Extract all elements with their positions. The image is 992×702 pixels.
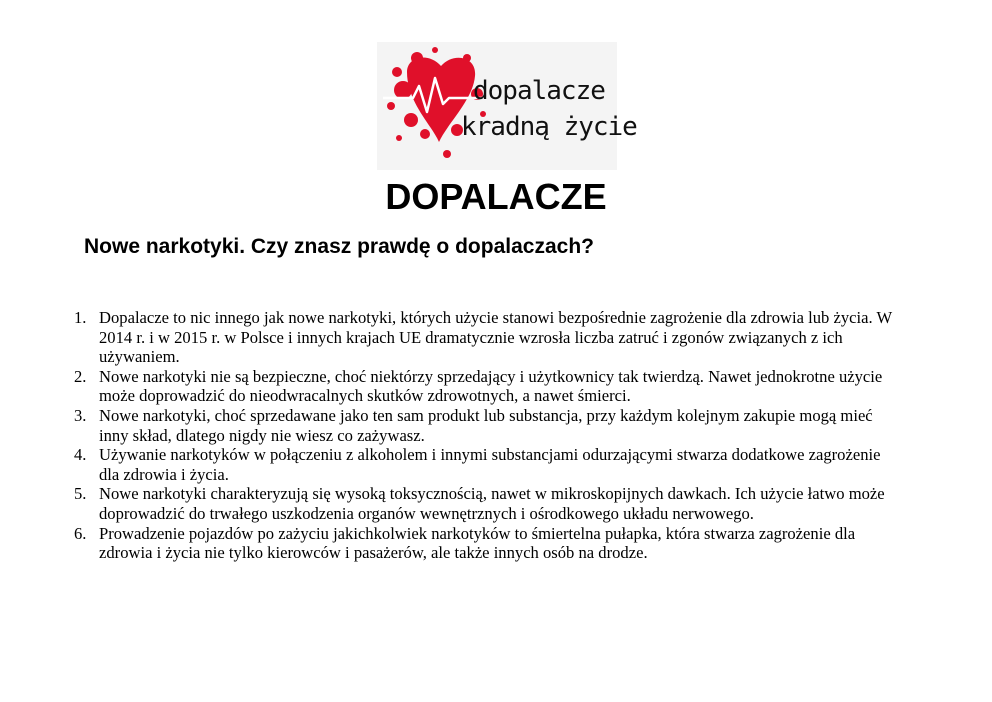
list-item-text: Prowadzenie pojazdów po zażyciu jakichkolwiek narkotyków to śmiertelna pułapka, która stwarza zagrożenie dla zdrowia i życia nie tylko kierowców i pasażerów, ale także innych osób na drodze. [99, 523, 856, 563]
list-item-number: 2. [74, 366, 87, 386]
list-item-text: Używanie narkotyków w połączeniu z alkoholem i innymi substancjami odurzającymi stwarza dodatkowe zagrożenie dla zdrowia i życia. [99, 445, 881, 484]
list-item-text: Dopalacze to nic innego jak nowe narkotyki, których użycie stanowi bezpośrednie zagrożenie dla zdrowia lub życia. W 2014 r. i w 2015 r. w Polsce i innych krajach UE dramatycznie wzrosła liczba zatruć i zgonów związanych z ich używaniem. [99, 308, 892, 367]
list-item-number: 3. [74, 405, 87, 425]
page-title: DOPALACZE [385, 176, 607, 217]
list-item-number: 5. [74, 484, 87, 504]
list-item-number: 6. [74, 523, 87, 543]
logo-text-line2: kradną życie [461, 112, 637, 142]
logo [377, 42, 637, 170]
list-item [74, 406, 904, 445]
heart-splatter-icon [377, 42, 617, 170]
points-list [74, 308, 904, 563]
list-item [74, 367, 904, 406]
list-item [74, 445, 904, 484]
list-item [74, 308, 904, 367]
list-item [74, 524, 904, 563]
list-item-number: 4. [74, 445, 87, 465]
list-item-text: Nowe narkotyki nie są bezpieczne, choć niektórzy sprzedający i użytkownicy tak twierdzą. Nawet jednokrotne użycie może doprowadzić do nieodwracalnych skutków zdrowotnych, a nawet śmierci. [99, 366, 883, 406]
list-item-text: Nowe narkotyki, choć sprzedawane jako ten sam produkt lub substancja, przy każdym kolejnym zakupie mogą mieć inny skład, dlatego nigdy nie wiesz co zażywasz. [99, 405, 873, 445]
list-item [74, 484, 904, 523]
list-item-number: 1. [74, 308, 87, 327]
page-subtitle: Nowe narkotyki. Czy znasz prawdę o dopalaczach? [84, 235, 594, 258]
logo-text-line1: dopalacze [473, 76, 605, 106]
list-item-text: Nowe narkotyki charakteryzują się wysoką toksycznością, nawet w mikroskopijnych dawkach. Ich użycie łatwo może doprowadzić do trwałego uszkodzenia organów wewnętrznych i ośrodkowego układu nerwowego. [99, 484, 885, 523]
